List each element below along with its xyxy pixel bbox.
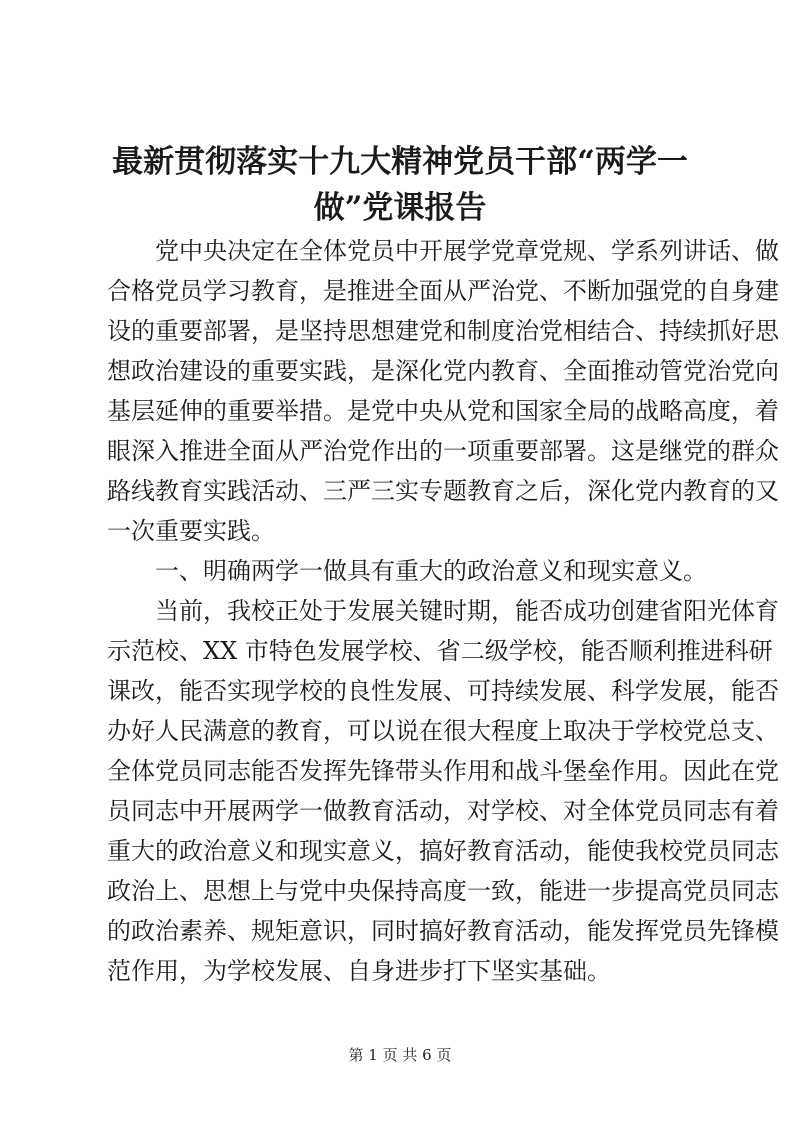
paragraph-1-line: 一次重要实践。 bbox=[107, 517, 275, 545]
paragraph-1-line: 眼深入推进全面从严治党作出的一项重要部署。这是继党的群众 bbox=[107, 437, 779, 465]
paragraph-1-line: 党中央决定在全体党员中开展学党章党规、学系列讲话、做 bbox=[155, 237, 779, 265]
paragraph-2-line: 示范校、XX 市特色发展学校、省二级学校，能否顺利推进科研 bbox=[107, 637, 773, 665]
page-number-footer: 第 1 页 共 6 页 bbox=[348, 1046, 452, 1064]
paragraph-2-line: 的政治素养、规矩意识，同时搞好教育活动，能发挥党员先锋模 bbox=[107, 917, 779, 945]
paragraph-2-line: 课改，能否实现学校的良性发展、可持续发展、科学发展，能否 bbox=[107, 677, 779, 705]
paragraph-2-line: 当前，我校正处于发展关键时期，能否成功创建省阳光体育 bbox=[155, 597, 779, 625]
paragraph-1-line: 设的重要部署，是坚持思想建党和制度治党相结合、持续抓好思 bbox=[107, 317, 779, 345]
paragraph-1-line: 想政治建设的重要实践，是深化党内教育、全面推动管党治党向 bbox=[107, 357, 779, 385]
paragraph-2-line: 范作用，为学校发展、自身进步打下坚实基础。 bbox=[107, 957, 611, 985]
paragraph-2-line: 重大的政治意义和现实意义，搞好教育活动，能使我校党员同志 bbox=[107, 837, 779, 865]
paragraph-1-line: 路线教育实践活动、三严三实专题教育之后，深化党内教育的又 bbox=[107, 477, 779, 505]
paragraph-1-line: 合格党员学习教育，是推进全面从严治党、不断加强党的自身建 bbox=[107, 277, 779, 305]
paragraph-2-line: 政治上、思想上与党中央保持高度一致，能进一步提高党员同志 bbox=[107, 877, 779, 905]
paragraph-2-line: 办好人民满意的教育，可以说在很大程度上取决于学校党总支、 bbox=[107, 717, 779, 745]
document-title-line-1: 最新贯彻落实十九大精神党员干部“两学一 bbox=[112, 144, 688, 180]
document-title-line-2: 做”党课报告 bbox=[313, 190, 487, 226]
paragraph-2-line: 全体党员同志能否发挥先锋带头作用和战斗堡垒作用。因此在党 bbox=[107, 757, 779, 785]
section-heading: 一、明确两学一做具有重大的政治意义和现实意义。 bbox=[155, 557, 707, 585]
paragraph-2-line: 员同志中开展两学一做教育活动，对学校、对全体党员同志有着 bbox=[107, 797, 779, 825]
paragraph-1-line: 基层延伸的重要举措。是党中央从党和国家全局的战略高度，着 bbox=[107, 397, 779, 425]
